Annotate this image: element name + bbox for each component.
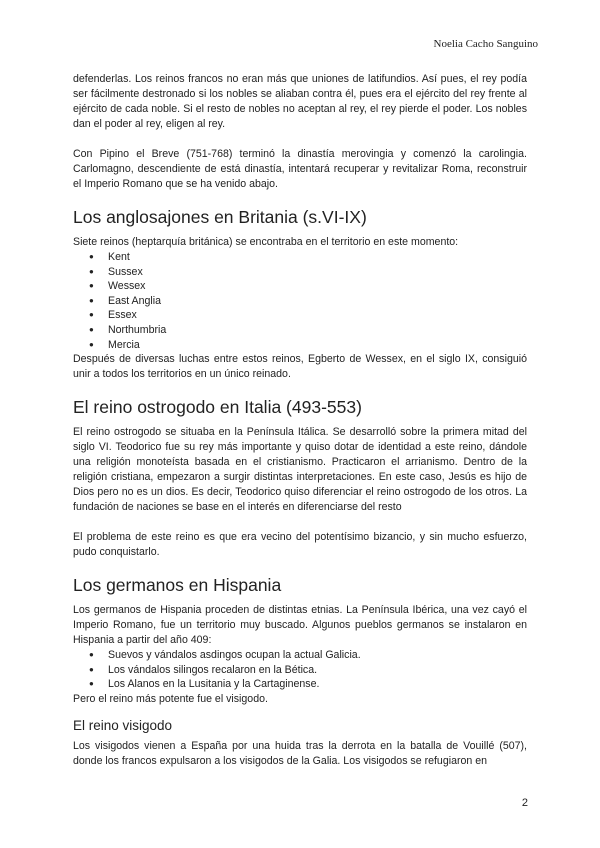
section-heading-anglosajones: Los anglosajones en Britania (s.VI-IX) <box>73 207 367 227</box>
paragraph: Siete reinos (heptarquía británica) se encontraba en el territorio en este momento: <box>73 236 459 248</box>
list-item: ● Northumbria <box>73 323 527 338</box>
header-author: Noelia Cacho Sanguino <box>433 38 538 50</box>
paragraph: Después de diversas luchas entre estos reinos, Egberto de Wessex, en el siglo IX, consiguió unir a todos los territorios en un único reinado. <box>73 353 527 381</box>
list-item: ● Kent <box>73 250 527 265</box>
list-item: ● Mercia <box>73 338 527 353</box>
peoples-list <box>73 648 527 692</box>
list-item: ● East Anglia <box>73 294 527 309</box>
paragraph: Los visigodos vienen a España por una huida tras la derrota en la batalla de Vouillé (507), donde los francos expulsaron a los visigodos de la Galia. Los visigodos se refugiaron en <box>73 739 527 767</box>
list-item: ● Los vándalos silingos recalaron en la Bética. <box>73 663 527 678</box>
list-item: ● Essex <box>73 308 527 323</box>
kingdom-list <box>73 250 527 352</box>
paragraph: Pero el reino más potente fue el visigodo. <box>73 692 268 705</box>
list-item: ● Los Alanos en la Lusitania y la Cartaginense. <box>73 677 527 692</box>
list-item: ● Sussex <box>73 265 527 280</box>
subsection-heading-visigodo: El reino visigodo <box>73 717 173 733</box>
list-item: ● Wessex <box>73 279 527 294</box>
paragraph: El problema de este reino es que era vecino del potentísimo bizancio, y sin mucho esfuerzo, pudo conquistarlo. <box>73 531 527 559</box>
list-item: ● Suevos y vándalos asdingos ocupan la actual Galicia. <box>73 648 527 663</box>
paragraph: Con Pipino el Breve (751-768) terminó la dinastía merovingia y comenzó la carolingia. Carlomagno, descendiente de está dinastía, intentará recuperar y revitalizar Roma, reconstruir el Imperio Romano que se ha venido abajo. <box>73 148 527 190</box>
section-heading-ostrogodo: El reino ostrogodo en Italia (493-553) <box>73 397 362 418</box>
document-body <box>73 72 527 769</box>
page-number: 2 <box>521 797 528 809</box>
paragraph: El reino ostrogodo se situaba en la Península Itálica. Se desarrolló sobre la primera mitad del siglo VI. Teodorico fue su rey más importante y quiso dotar de identidad a este reino, dándole una religión monoteísta basada en el cristianismo. Practicaron el arrianismo. Dentro de la religión cristiana, empezaron a surgir distintas interpretaciones. En este caso, Jesús es hijo de Dios pero no es un dios. Es decir, Teodorico quiso diferenciar el reino ostrogodo de los otros. La fundación de naciones se base en el interés en diferenciarse del resto <box>73 426 527 514</box>
paragraph: defenderlas. Los reinos francos no eran más que uniones de latifundios. Así pues, el rey podía ser fácilmente destronado si los nobles se aliaban contra él, pues era el ejército del rey frente al ejército de cada noble. Si el resto de nobles no aceptan al rey, el rey pierde el poder. Los nobles dan el poder al rey, eligen al rey. <box>73 73 527 130</box>
paragraph: Los germanos de Hispania proceden de distintas etnias. La Península Ibérica, una vez cayó el Imperio Romano, fue un territorio muy buscado. Algunos pueblos germanos se instalaron en Hispania a partir del año 409: <box>73 604 527 647</box>
section-heading-hispania: Los germanos en Hispania <box>73 575 282 596</box>
